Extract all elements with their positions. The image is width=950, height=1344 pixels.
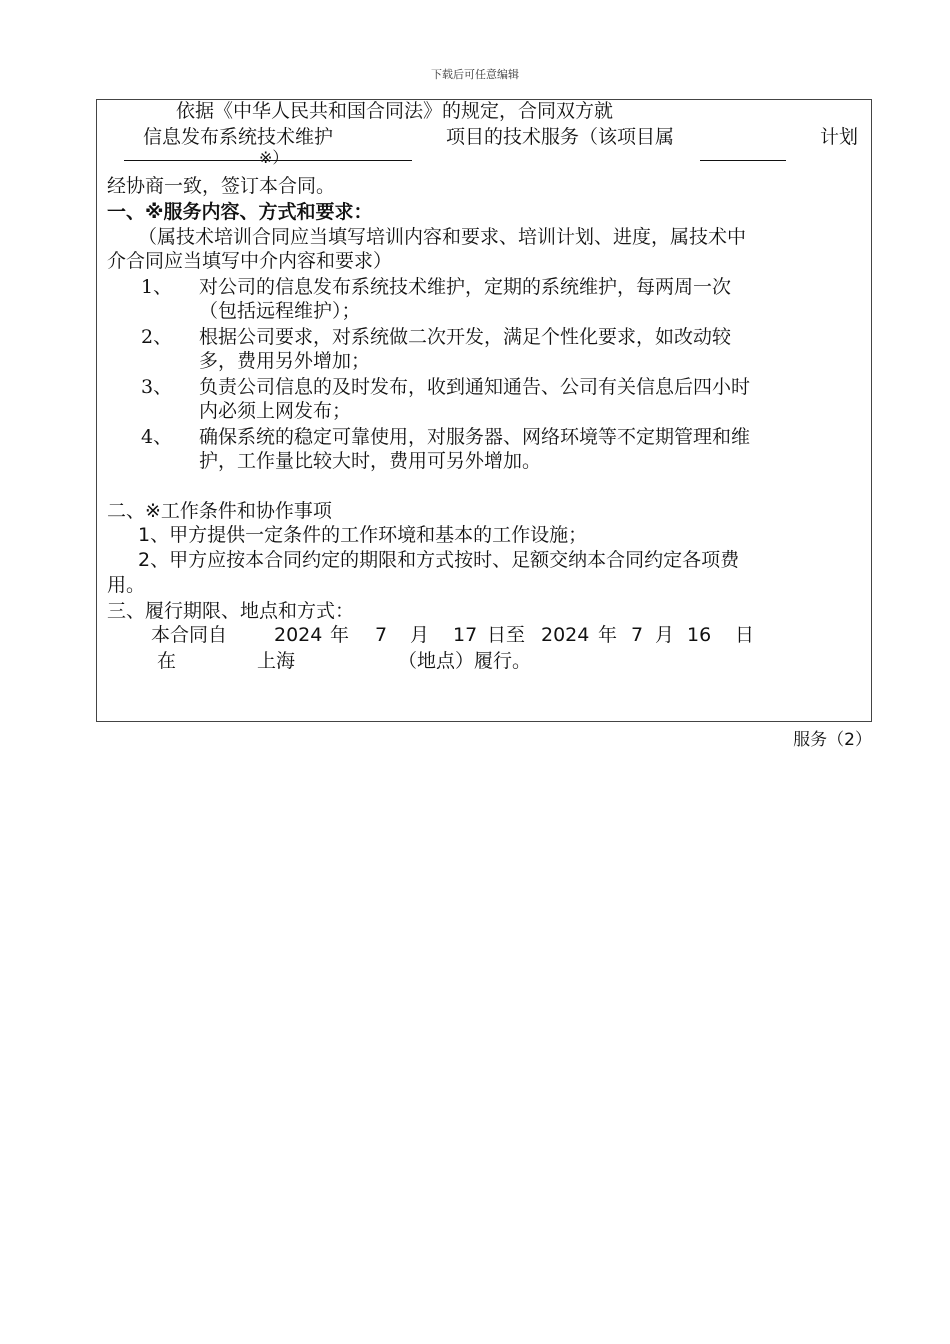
end-month-field: 7 bbox=[631, 624, 644, 646]
service-item-text: 对公司的信息发布系统技术维护，定期的系统维护，每两周一次 bbox=[199, 276, 732, 298]
month-label: 月 bbox=[655, 624, 675, 646]
plan-label: 计划 bbox=[820, 126, 859, 148]
end-year-field: 2024 bbox=[541, 624, 590, 646]
day-label: 日 bbox=[735, 624, 755, 646]
intro-line-2-mid: 项目的技术服务（该项目属 bbox=[446, 126, 675, 148]
period-prefix: 本合同自 bbox=[151, 624, 228, 646]
service-item-number: 1、 bbox=[141, 276, 173, 298]
section-2-item-1: 1、甲方提供一定条件的工作环境和基本的工作设施； bbox=[138, 524, 588, 546]
start-month-field: 7 bbox=[375, 624, 388, 646]
end-day-field: 16 bbox=[687, 624, 712, 646]
service-item-text: 负责公司信息的及时发布，收到通知通告、公司有关信息后四小时 bbox=[199, 376, 751, 398]
section-3-title: 三、履行期限、地点和方式： bbox=[107, 600, 355, 622]
year-label: 年 bbox=[330, 624, 350, 646]
service-item-number: 2、 bbox=[141, 326, 173, 348]
service-item-text: 根据公司要求，对系统做二次开发，满足个性化要求，如改动较 bbox=[199, 326, 732, 348]
month-label: 月 bbox=[410, 624, 430, 646]
start-day-field: 17 bbox=[453, 624, 478, 646]
year-label: 年 bbox=[598, 624, 618, 646]
to-label: 日至 bbox=[487, 624, 526, 646]
page-footer-label: 服务（2） bbox=[793, 730, 872, 750]
service-item-text-cont: 多，费用另外增加； bbox=[199, 350, 371, 372]
page-header-note: 下载后可任意编辑 bbox=[431, 68, 519, 81]
intro-line-3: 经协商一致，签订本合同。 bbox=[107, 175, 336, 197]
service-item-text-cont: 内必须上网发布； bbox=[199, 400, 352, 422]
section-2-item-2: 2、甲方应按本合同约定的期限和方式按时、足额交纳本合同约定各项费 bbox=[138, 549, 740, 571]
service-item-number: 4、 bbox=[141, 426, 173, 448]
star-close-label: ※） bbox=[259, 148, 289, 167]
at-label: 在 bbox=[157, 650, 177, 672]
service-item-text-cont: （包括远程维护）； bbox=[199, 300, 361, 322]
section-1-note-line-1: （属技术培训合同应当填写培训内容和要求、培训计划、进度，属技术中 bbox=[138, 226, 747, 248]
section-2-title: 二、※工作条件和协作事项 bbox=[107, 500, 332, 522]
intro-line-1: 依据《中华人民共和国合同法》的规定，合同双方就 bbox=[176, 100, 614, 122]
service-item-text: 确保系统的稳定可靠使用，对服务器、网络环境等不定期管理和维 bbox=[199, 426, 751, 448]
start-year-field: 2024 bbox=[274, 624, 323, 646]
section-2-item-2-cont: 用。 bbox=[107, 574, 146, 596]
service-item-number: 3、 bbox=[141, 376, 173, 398]
service-item-text-cont: 护，工作量比较大时，费用可另外增加。 bbox=[199, 450, 542, 472]
place-field: 上海 bbox=[257, 650, 296, 672]
section-1-title: 一、※服务内容、方式和要求： bbox=[107, 201, 373, 223]
project-type-underline bbox=[700, 160, 786, 161]
project-name-field: 信息发布系统技术维护 bbox=[143, 126, 334, 148]
section-1-note-line-2: 介合同应当填写中介内容和要求） bbox=[107, 250, 393, 272]
place-suffix: （地点）履行。 bbox=[398, 650, 532, 672]
